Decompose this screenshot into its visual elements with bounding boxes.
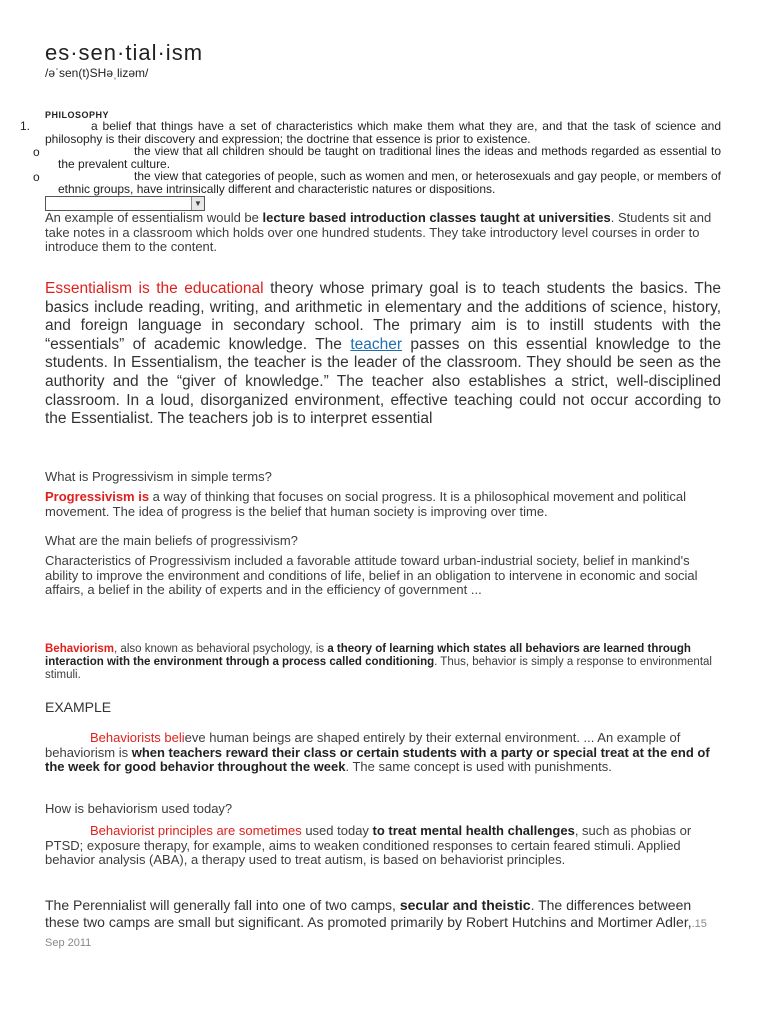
example-heading: EXAMPLE [45,699,112,715]
essentialism-paragraph: Essentialism is the educational theory whose primary goal is to teach students the basics. The basics include reading, writing, and arithmetic in elementary and the additions of science, history, and foreign language in secondary school. The primary aim is to instill students with the “essentials” of academic knowledge. The teacher passes on this essential knowledge to the students. In Essentialism, the teacher is the leader of the classroom. They should be seen as the authority and the “giver of knowledge.” The teacher also establishes a strict, well-disciplined classroom. In a loud, disorganized environment, effective teaching could not occur according to the Essentialist. The teachers job is to interpret essential [45,280,722,428]
definition-number: 1. [20,119,31,133]
sub-bullet-1: o [33,145,40,159]
headword: es·sen·tial·ism [45,40,204,65]
behaviorism-use: Behaviorist principles are sometimes used today to treat mental health challenges, such as phobias or PTSD; exposure therapy, for example, aims to weaken conditioned responses to certain feared stimuli. Applied behavior analysis (ABA), a therapy used to treat autism, is based on behaviorist principles. [45,823,692,867]
definition-1: a belief that things have a set of characteristics which make them what they are, and that the task of science and philosophy is their discovery and expression; the doctrine that essence is prior to existence. [45,119,721,146]
pronunciation: /əˈsen(t)SHəˌlizəm/ [45,66,149,80]
chevron-down-icon[interactable]: ▼ [191,197,204,210]
sub-definition-1: the view that all children should be taught on traditional lines the ideas and methods regarded as essential to the prevalent culture. [58,144,721,171]
behaviorism-example: Behaviorists believe human beings are shaped entirely by their external environment. ... An example of behaviorism is when teachers reward their class or certain students with a party or special treat at the end of the week for good behavior throughout the week. The same concept is used with punishments. [45,730,710,774]
sub-bullet-2: o [33,170,40,184]
part-of-speech: PHILOSOPHY [45,110,110,120]
perennialism-paragraph: The Perennialist will generally fall into one of two camps, secular and theistic. The differences between these two camps are small but significant. As promoted primarily by Robert Hutchins and Mortimer Adler,.15 Sep 2011 [45,897,707,949]
essentialism-example: An example of essentialism would be lecture based introduction classes taught at universities. Students sit and take notes in a classroom which holds over one hundred students. They take introductory level courses in order to introduce them to the content. [45,210,712,254]
definition-select[interactable] [45,196,205,211]
behaviorism-paragraph: Behaviorism, also known as behavioral psychology, is a theory of learning which states all behaviors are learned through interaction with the environment through a process called conditioning. Thus, behavior is simply a response to environmental stimuli. [45,643,712,681]
sub-definition-2: the view that categories of people, such as women and men, or heterosexuals and gay people, or members of ethnic groups, have intrinsically different and characteristic natures or dispositions. [58,169,721,196]
progressivism-question: What is Progressivism in simple terms? [45,469,272,484]
teacher-link[interactable]: teacher [350,335,403,353]
progressivism-question-2: What are the main beliefs of progressivism? [45,533,298,548]
behaviorism-question: How is behaviorism used today? [45,801,233,816]
progressivism-answer-2: Characteristics of Progressivism included a favorable attitude toward urban-industrial society, belief in mankind's ability to improve the environment and conditions of life, belief in an obligation to intervene in economic and social affairs, a belief in the ability of experts and in the efficiency of government ... [45,553,698,597]
progressivism-answer: Progressivism is a way of thinking that focuses on social progress. It is a philosophical movement and political movement. The idea of progress is the belief that human society is improving over time. [45,489,686,519]
date-label: .15 Sep 2011 [45,918,707,949]
